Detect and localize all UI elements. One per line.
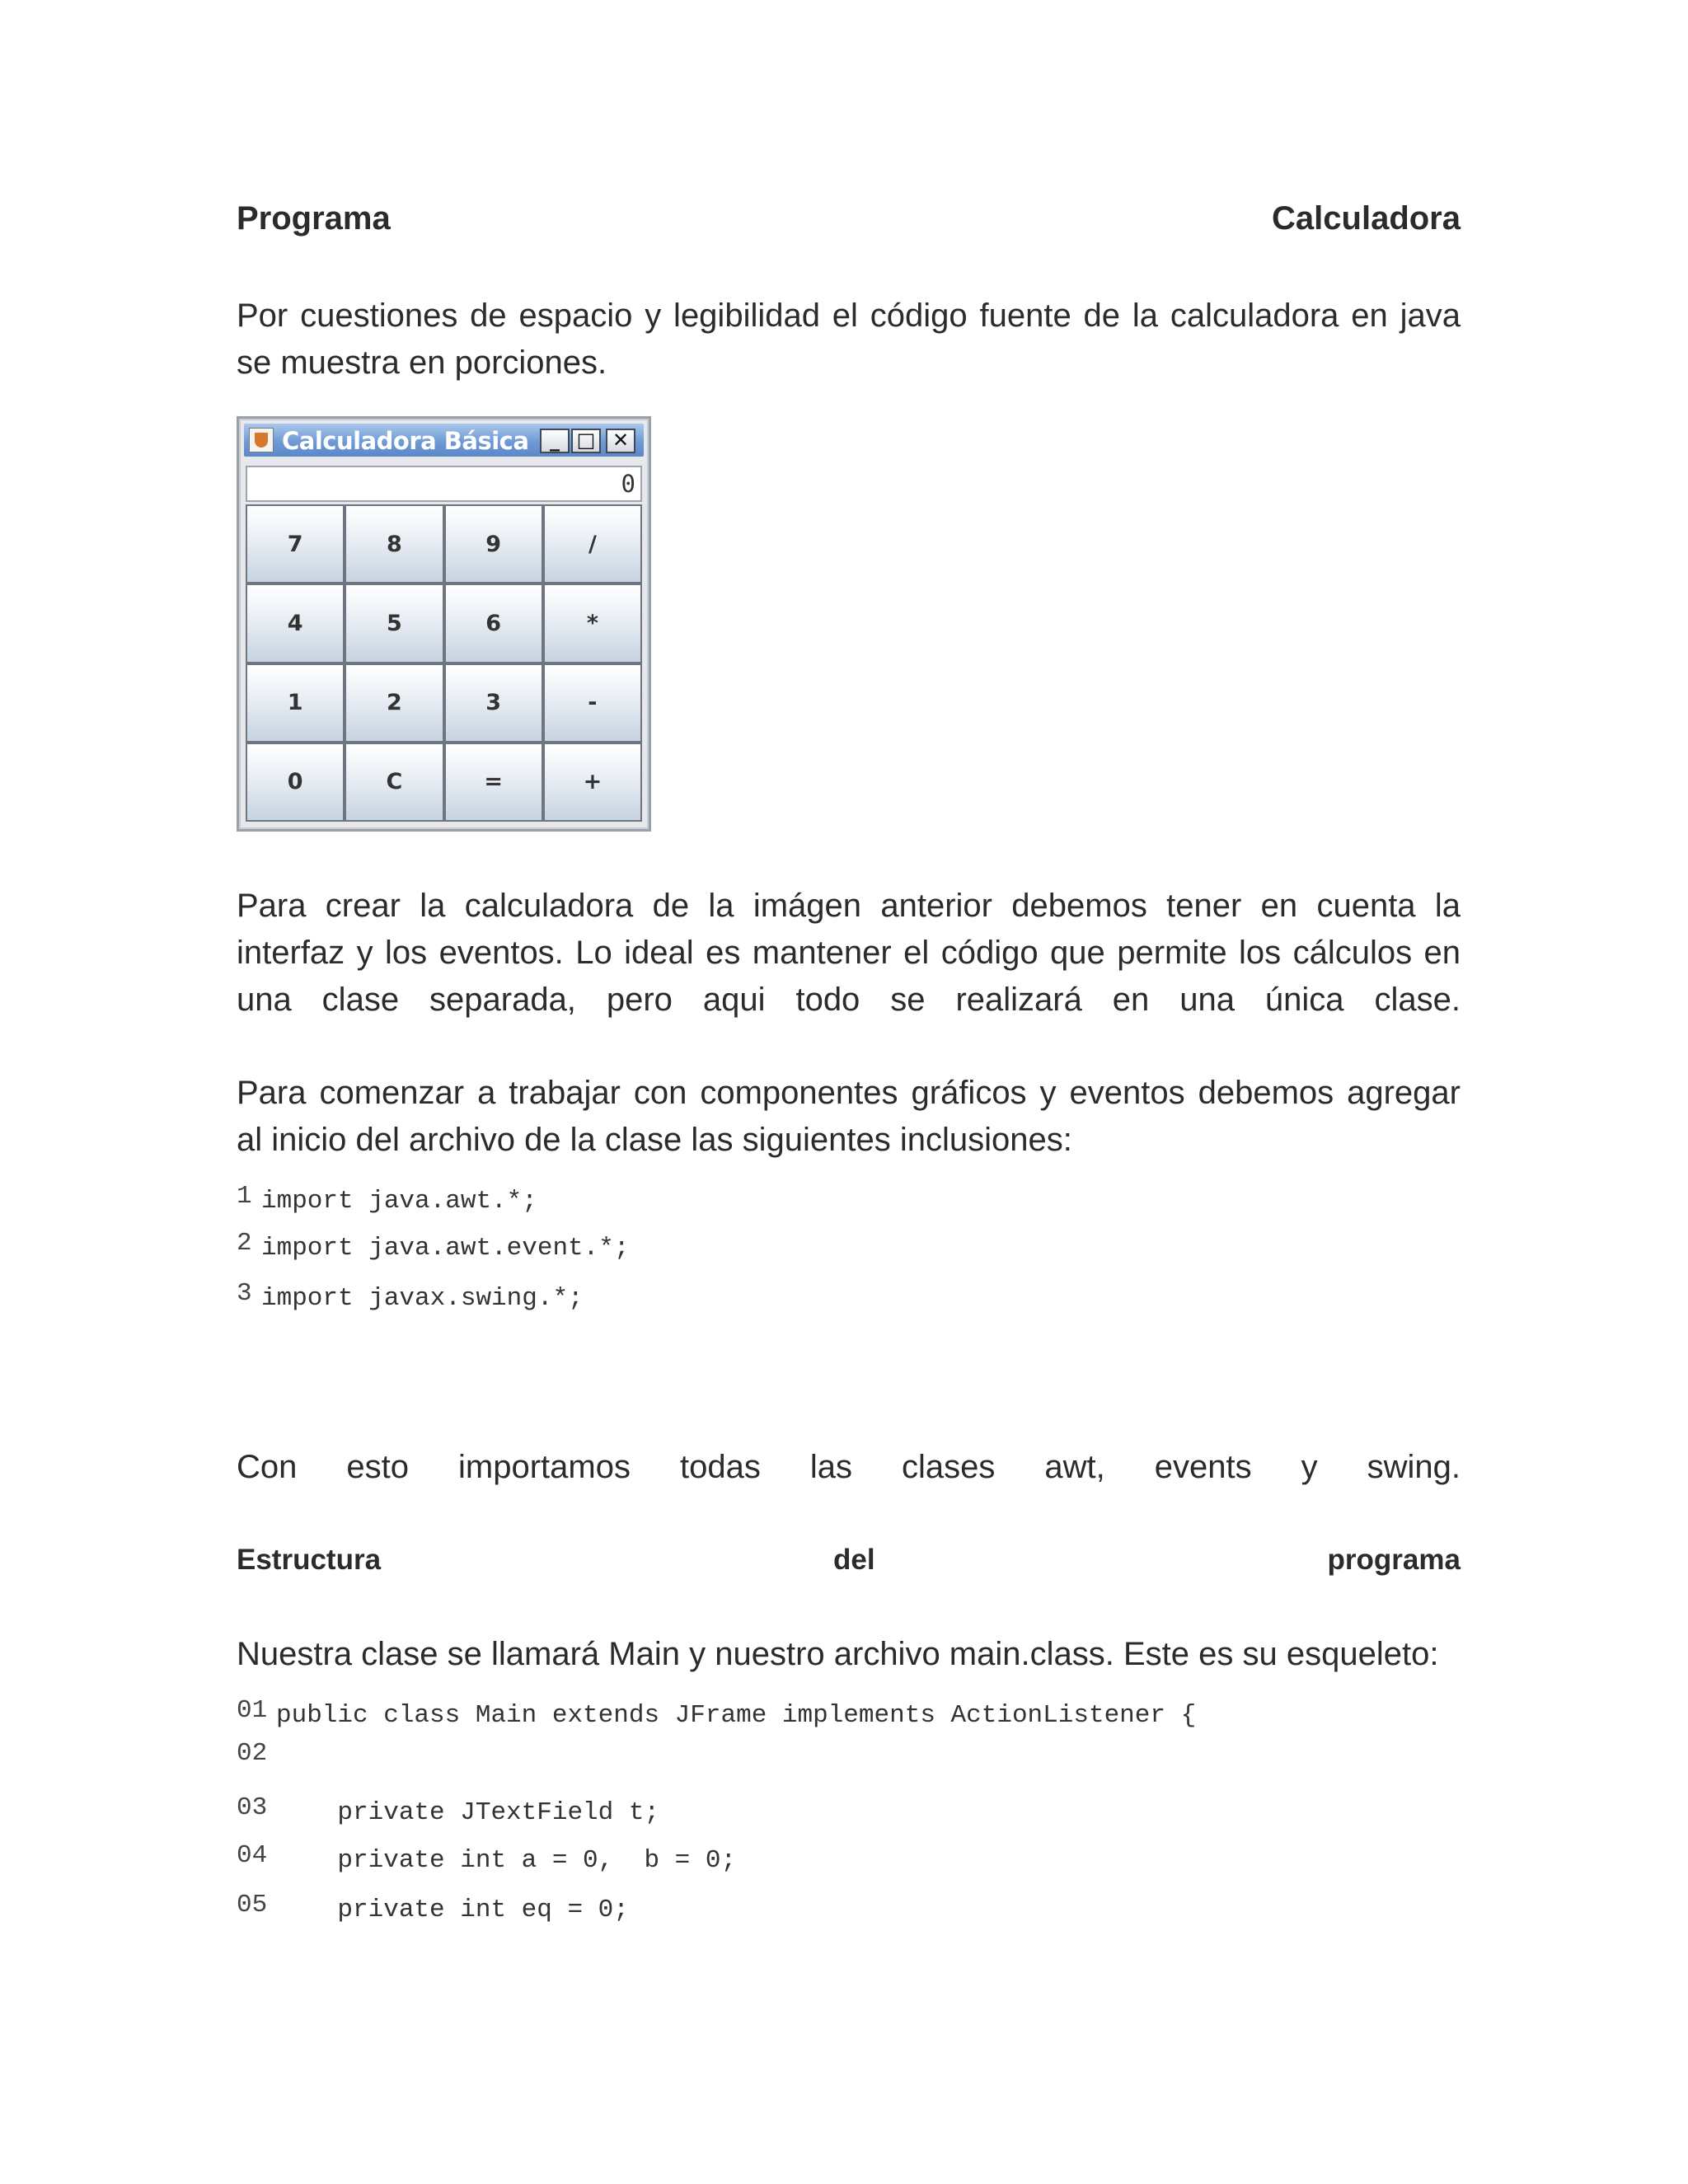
window-title: Calculadora Básica: [282, 427, 529, 455]
code-line: [237, 1793, 660, 1827]
code-line: [237, 1279, 584, 1313]
heading-right: Calculadora: [1272, 200, 1461, 237]
close-button[interactable]: ✕: [606, 429, 635, 453]
key-1[interactable]: 1: [246, 663, 345, 743]
key-2[interactable]: 2: [345, 663, 443, 743]
paragraph-imports-summary: Con esto importamos todas las clases awt, events y swing.: [237, 1449, 1461, 1485]
paragraph-imports-intro: [237, 1070, 1461, 1164]
line-number: 03: [237, 1793, 268, 1822]
key-multiply[interactable]: *: [543, 583, 642, 663]
code-line: [237, 1841, 737, 1875]
structure-heading-right: programa: [1327, 1544, 1461, 1576]
paragraph-interface: [237, 883, 1461, 1024]
line-number: 02: [237, 1739, 268, 1768]
code-text: import java.awt.*;: [261, 1187, 537, 1216]
code-line: [237, 1739, 276, 1773]
structure-heading-middle: del: [833, 1544, 875, 1576]
para2-line-1: Para crear la calculadora de la imágen anterior debemos tener en cuenta la: [237, 888, 1461, 924]
heading-left: Programa: [237, 200, 391, 237]
key-clear[interactable]: C: [345, 743, 443, 822]
line-number: 01: [237, 1696, 268, 1725]
key-add[interactable]: +: [543, 743, 642, 822]
intro-line-2: se muestra en porciones.: [237, 344, 607, 381]
code-text: private int eq = 0;: [276, 1896, 629, 1924]
document-heading: [237, 200, 1461, 237]
code-line: [237, 1696, 1197, 1730]
line-number: 05: [237, 1891, 268, 1919]
intro-paragraph: [237, 293, 1461, 387]
key-0[interactable]: 0: [246, 743, 345, 822]
para2-line-2: interfaz y los eventos. Lo ideal es mantener el código que permite los cálculos en: [237, 935, 1461, 971]
code-text: private int a = 0, b = 0;: [276, 1846, 737, 1875]
structure-heading: [237, 1544, 1461, 1577]
maximize-button[interactable]: □: [571, 429, 601, 453]
key-6[interactable]: 6: [444, 583, 543, 663]
key-4[interactable]: 4: [246, 583, 345, 663]
key-5[interactable]: 5: [345, 583, 443, 663]
calculator-display[interactable]: 0: [246, 466, 642, 502]
code-text: private JTextField t;: [276, 1798, 660, 1827]
key-subtract[interactable]: -: [543, 663, 642, 743]
key-3[interactable]: 3: [444, 663, 543, 743]
line-number: 3: [237, 1279, 252, 1308]
code-text: public class Main extends JFrame implements ActionListener {: [276, 1701, 1197, 1730]
key-7[interactable]: 7: [246, 504, 345, 583]
structure-heading-left: Estructura: [237, 1544, 382, 1576]
code-line: [237, 1182, 537, 1216]
para3-line-1: Para comenzar a trabajar con componentes gráficos y eventos debemos agregar: [237, 1075, 1461, 1111]
code-line: [237, 1891, 629, 1924]
para2-line-3: una clase separada, pero aqui todo se realizará en una única clase.: [237, 982, 1461, 1018]
para3-line-2: al inicio del archivo de la clase las siguientes inclusiones:: [237, 1122, 1072, 1158]
java-cup-icon: [249, 428, 274, 452]
key-9[interactable]: 9: [444, 504, 543, 583]
minimize-button[interactable]: _: [540, 429, 570, 453]
line-number: 1: [237, 1182, 252, 1211]
code-text: import javax.swing.*;: [261, 1284, 584, 1313]
code-text: import java.awt.event.*;: [261, 1234, 630, 1263]
code-line: [237, 1229, 630, 1263]
line-number: 2: [237, 1229, 252, 1258]
key-8[interactable]: 8: [345, 504, 443, 583]
intro-line-1: Por cuestiones de espacio y legibilidad el código fuente de la calculadora en java: [237, 298, 1461, 334]
paragraph-skeleton-intro: Nuestra clase se llamará Main y nuestro archivo main.class. Este es su esqueleto:: [237, 1636, 1439, 1672]
key-equals[interactable]: =: [444, 743, 543, 822]
calculator-keypad: [246, 504, 642, 822]
calculator-window: [237, 416, 651, 832]
window-titlebar[interactable]: [244, 424, 644, 457]
line-number: 04: [237, 1841, 268, 1870]
key-divide[interactable]: /: [543, 504, 642, 583]
